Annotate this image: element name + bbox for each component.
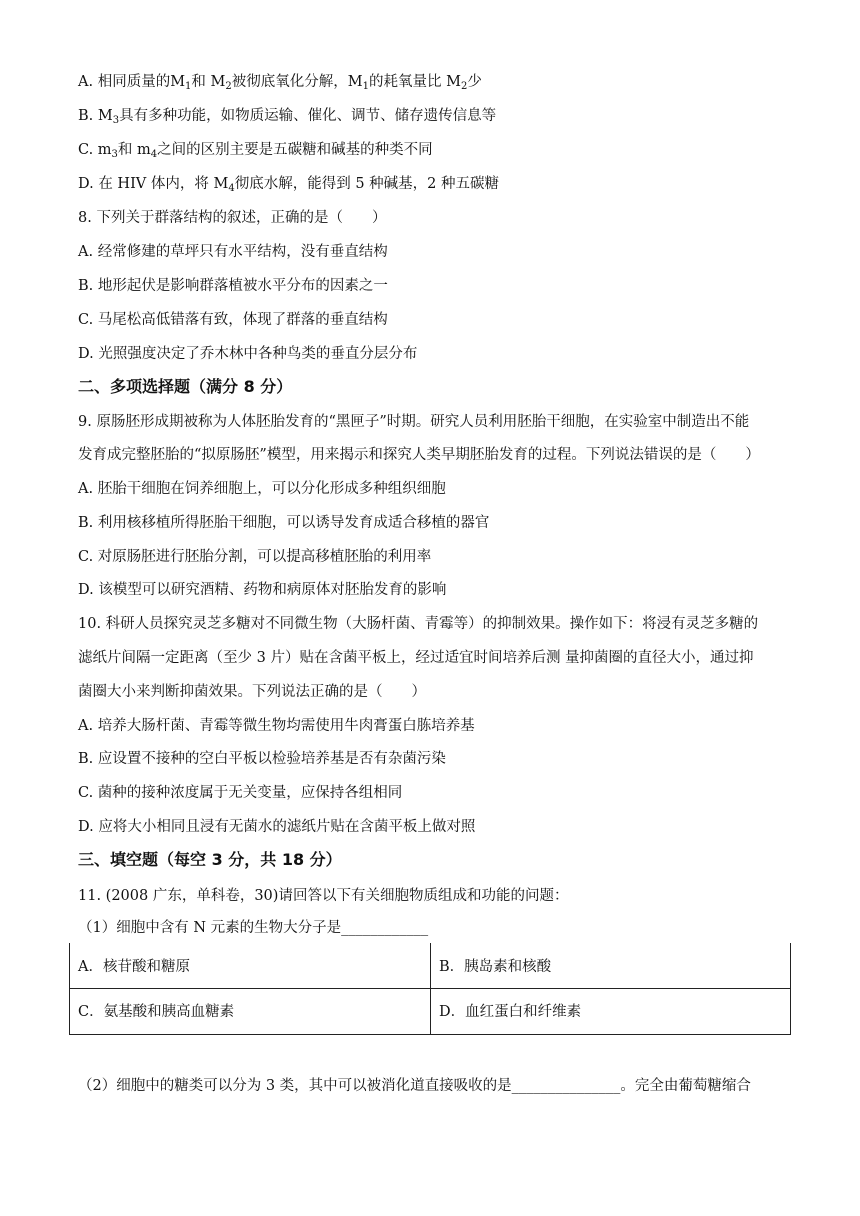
q11-stem: 11. (2008 广东，单科卷，30)请回答以下有关细胞物质组成和功能的问题： [78, 888, 569, 904]
q8-option-d: D. 光照强度决定了乔木林中各种鸟类的垂直分层分布 [78, 346, 418, 362]
q9-stem-line2: 发育成完整胚胎的“拟原肠胚”模型，用来揭示和探究人类早期胚胎发育的过程。下列说法错误的是（ ） [78, 447, 760, 463]
section-heading-fill-in: 三、填空题（每空 3 分，共 18 分） [78, 850, 342, 869]
q10-option-d: D. 应将大小相同且浸有无菌水的滤纸片贴在含菌平板上做对照 [78, 819, 476, 835]
q7-option-a: A. 相同质量的$M_1$和 $M_2$被彻底氧化分解，$M_1$的耗氧量比 $M_2$少 [78, 74, 482, 92]
q9-stem-line1: 9. 原肠胚形成期被称为人体胚胎发育的“黑匣子”时期。研究人员利用胚胎干细胞，在实验室中制造出不能 [78, 414, 750, 430]
section-heading-multiple-choice: 二、多项选择题（满分 8 分） [78, 377, 293, 396]
q10-stem-line3: 菌圈大小来判断抑菌效果。下列说法正确的是（ ） [78, 684, 426, 700]
q8-option-a: A. 经常修建的草坪只有水平结构，没有垂直结构 [78, 244, 388, 260]
q10-option-a: A. 培养大肠杆菌、青霉等微生物均需使用牛肉膏蛋白胨培养基 [78, 718, 475, 734]
table-cell: C．氨基酸和胰高血糖素 [78, 1004, 235, 1020]
table-cell: B．胰岛素和核酸 [439, 959, 552, 975]
q11-subquestion-2: （2）细胞中的糖类可以分为 3 类，其中可以被消化道直接吸收的是_______________。完全由葡萄糖缩合 [78, 1078, 751, 1094]
q9-option-b: B. 利用核移植所得胚胎干细胞，可以诱导发育成适合移植的器官 [78, 515, 490, 531]
q11-options-table [69, 943, 791, 1035]
q11-subquestion-1: （1）细胞中含有 N 元素的生物大分子是____________ [78, 920, 429, 936]
table-cell: A．核苷酸和糖原 [78, 959, 190, 975]
q7-option-c: C. $m_3$和 $m_4$之间的区别主要是五碳糖和碱基的种类不同 [78, 142, 433, 160]
q10-stem-line1: 10. 科研人员探究灵芝多糖对不同微生物（大肠杆菌、青霉等）的抑制效果。操作如下：将浸有灵芝多糖的 [78, 616, 759, 632]
q10-option-c: C. 菌种的接种浓度属于无关变量，应保持各组相同 [78, 785, 403, 801]
table-left-border [69, 943, 70, 1035]
q7-option-d: D. 在 HIV 体内，将 $M_4$彻底水解，能得到 5 种碱基，2 种五碳糖 [78, 176, 500, 194]
q10-option-b: B. 应设置不接种的空白平板以检验培养基是否有杂菌污染 [78, 751, 446, 767]
q8-option-c: C. 马尾松高低错落有致，体现了群落的垂直结构 [78, 312, 388, 328]
table-right-border [790, 943, 791, 1035]
q9-option-a: A. 胚胎干细胞在饲养细胞上，可以分化形成多种组织细胞 [78, 481, 446, 497]
q9-option-c: C. 对原肠胚进行胚胎分割，可以提高移植胚胎的利用率 [78, 549, 432, 565]
q10-stem-line2: 滤纸片间隔一定距离（至少 3 片）贴在含菌平板上，经过适宜时间培养后测 量抑菌圈的直径大小，通过抑 [78, 650, 754, 666]
q7-option-b: B. $M_3$具有多种功能，如物质运输、催化、调节、储存遗传信息等 [78, 108, 497, 126]
q8-option-b: B. 地形起伏是影响群落植被水平分布的因素之一 [78, 278, 388, 294]
table-cell: D．血红蛋白和纤维素 [439, 1004, 582, 1020]
q8-stem: 8. 下列关于群落结构的叙述，正确的是（ ） [78, 210, 387, 226]
q9-option-d: D. 该模型可以研究酒精、药物和病原体对胚胎发育的影响 [78, 582, 447, 598]
table-column-divider [430, 943, 431, 1035]
